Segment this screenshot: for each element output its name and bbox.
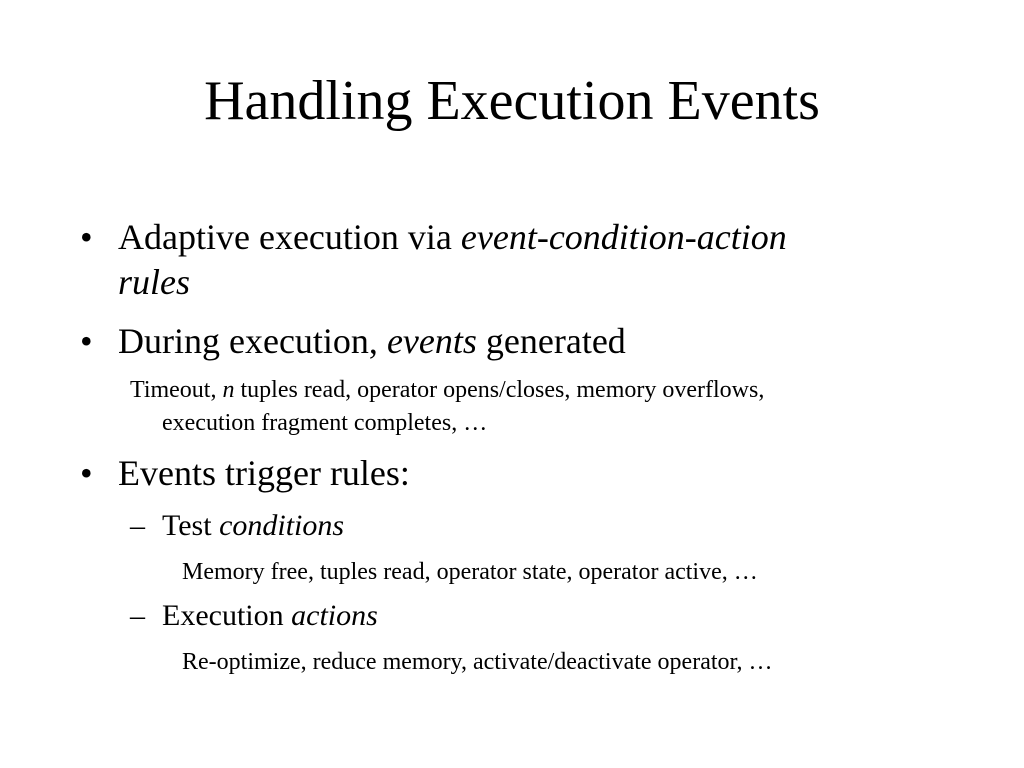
bullet-icon: •	[80, 217, 93, 257]
subitem-text-italic: conditions	[219, 509, 345, 542]
bullet-icon: •	[80, 453, 93, 493]
bullet-text-italic: event-condition-action	[460, 217, 787, 257]
subitem-text: Execution	[162, 599, 292, 632]
bullet-item-adaptive-execution	[80, 215, 898, 305]
bullet-item-events-generated	[80, 319, 898, 364]
subitem-test-conditions	[130, 507, 345, 545]
subitem-execution-actions	[130, 597, 378, 635]
note-text: Timeout,	[130, 377, 223, 403]
slide-title: Handling Execution Events	[204, 70, 820, 132]
bullet-text-italic-continued: rules	[118, 262, 190, 302]
actions-note: Re-optimize, reduce memory, activate/deactivate operator, …	[182, 649, 773, 675]
bullet-item-events-trigger-rules	[80, 451, 898, 496]
events-note-line-2: execution fragment completes, …	[162, 410, 488, 436]
subitem-text-italic: actions	[291, 599, 378, 632]
conditions-note: Memory free, tuples read, operator state, operator active, …	[182, 559, 758, 585]
dash-icon: –	[130, 599, 145, 632]
events-note-line-1	[130, 374, 764, 407]
bullet-icon: •	[80, 321, 93, 361]
note-text-continued: tuples read, operator opens/closes, memory overflows,	[234, 377, 765, 403]
note-text-italic: n	[222, 377, 235, 403]
subitem-text: Test	[162, 509, 220, 542]
bullet-text-suffix: generated	[476, 321, 626, 361]
bullet-text: Events trigger rules:	[118, 453, 410, 493]
bullet-text-italic: events	[386, 321, 477, 361]
bullet-text: During execution,	[118, 321, 387, 361]
dash-icon: –	[130, 509, 145, 542]
bullet-text: Adaptive execution via	[118, 217, 461, 257]
